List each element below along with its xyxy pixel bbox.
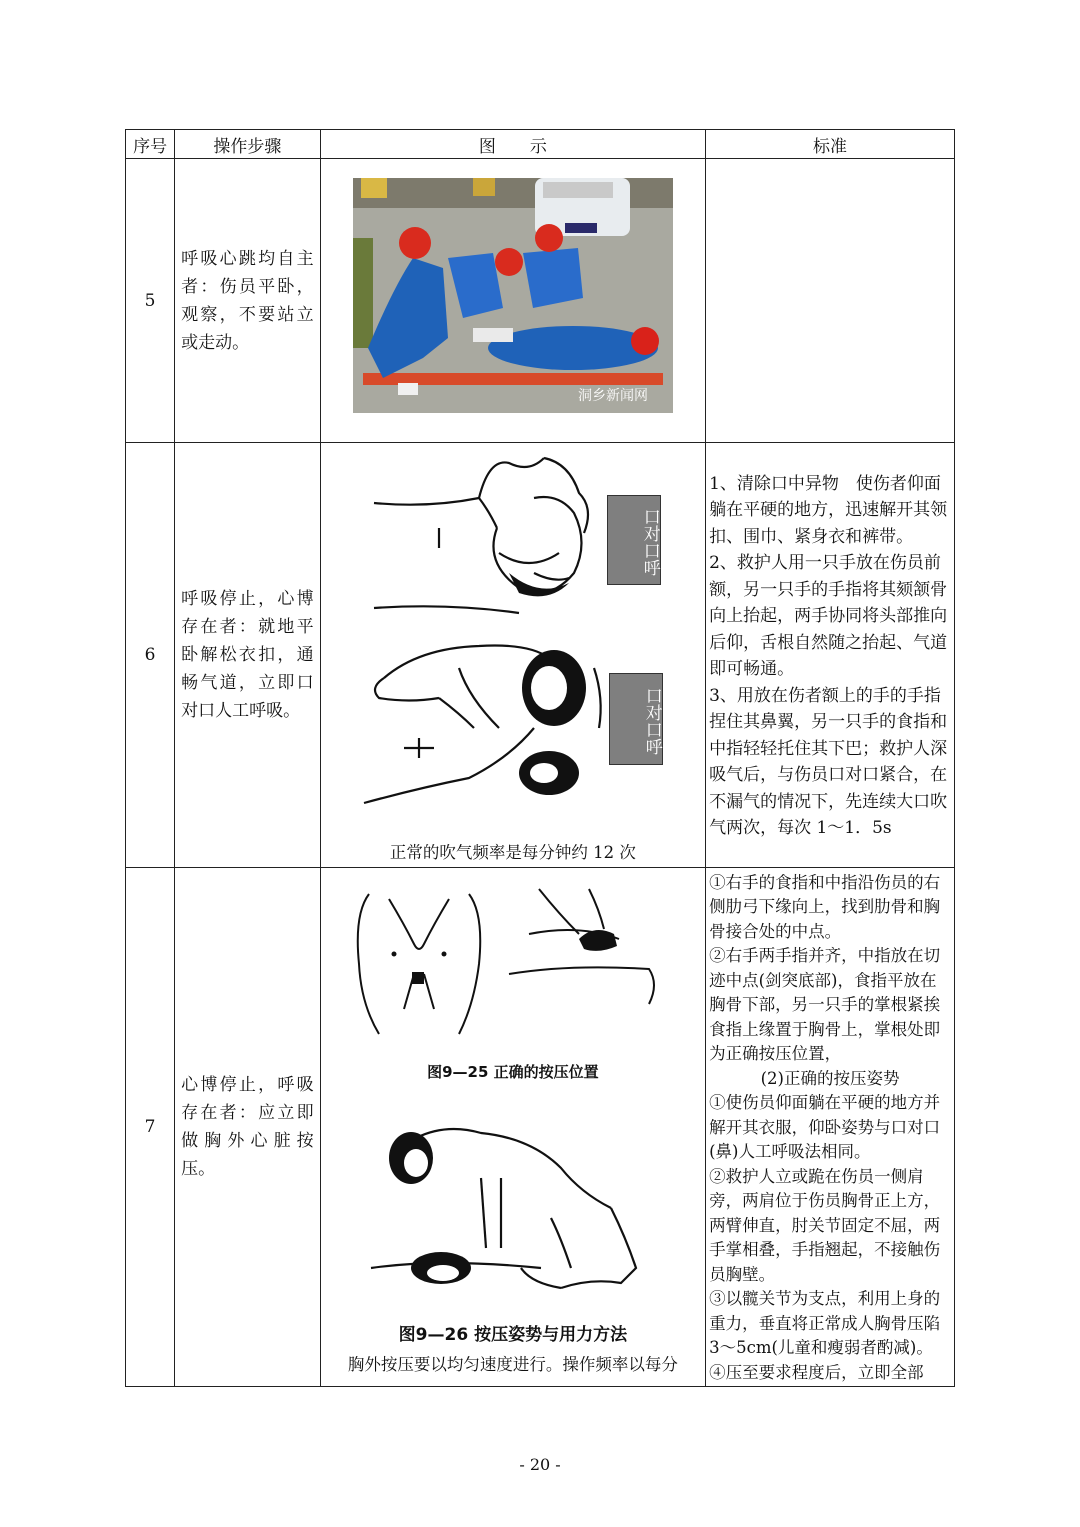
step-text: 心博停止，呼吸存在者：应立即做胸外心脏按压。 <box>181 1075 314 1179</box>
step-text: 呼吸停止，心博存在者：就地平卧解松衣扣，通畅气道，立即口对口人工呼吸。 <box>181 589 314 721</box>
mouth-to-mouth-illustration-bottom <box>359 628 609 813</box>
figure-cell <box>320 443 705 868</box>
compression-position-illustration <box>349 884 674 1049</box>
header-no: 序号 <box>126 130 175 159</box>
standard-cell <box>706 868 955 1387</box>
figure-cell <box>320 159 705 443</box>
header-step: 操作步骤 <box>175 130 321 159</box>
row-number: 5 <box>126 159 175 443</box>
figure-caption: 正常的吹气频率是每分钟约 12 次 <box>389 843 636 862</box>
mouth-to-mouth-label-bottom: 口对口呼 <box>609 673 663 765</box>
table-row <box>126 443 955 868</box>
header-standard: 标准 <box>706 130 955 159</box>
standard-item: 1、清除口中异物 使伤者仰面躺在平硬的地方，迅速解开其领扣、围巾、紧身衣和裤带。 <box>709 473 948 547</box>
step-cell <box>175 443 321 868</box>
mouth-to-mouth-label-top: 口对口呼 <box>607 495 661 585</box>
step-cell <box>175 159 321 443</box>
figure-cell <box>320 868 705 1387</box>
standard-item: ④压至要求程度后，立即全部 <box>709 1362 924 1382</box>
standard-cell <box>706 159 955 443</box>
compression-posture-illustration <box>361 1118 661 1298</box>
table-row <box>126 159 955 443</box>
table-row <box>126 868 955 1387</box>
figure-caption: 胸外按压要以均匀速度进行。操作频率以每分 <box>347 1355 678 1374</box>
step-text: 呼吸心跳均自主者：伤员平卧，观察，不要站立或走动。 <box>181 248 314 353</box>
mouth-to-mouth-illustration-top <box>369 453 609 618</box>
figure-caption-position: 图9—25 正确的按压位置 <box>427 1063 599 1081</box>
figure-caption-posture: 图9—26 按压姿势与用力方法 <box>398 1325 628 1345</box>
photo-watermark: 洞乡新闻网 <box>577 388 648 404</box>
row-number: 6 <box>126 443 175 868</box>
standard-item: ②救护人立或跪在伤员一侧肩旁，两肩位于伤员胸骨正上方，两臂伸直，肘关节固定不屈，两手掌相叠，手指翘起，不接触伤员胸壁。 <box>709 1166 941 1284</box>
rescue-photo <box>353 178 673 413</box>
standard-item: 2、救护人用一只手放在伤员前额，另一只手的手指将其颏颔骨向上抬起，两手协同将头部推向后仰，舌根自然随之抬起、气道即可畅通。 <box>709 553 948 679</box>
row-number: 7 <box>126 868 175 1387</box>
standard-item: ①使伤员仰面躺在平硬的地方并解开其衣服，仰卧姿势与口对口(鼻)人工呼吸法相同。 <box>709 1093 941 1162</box>
standard-item: (2)正确的按压姿势 <box>760 1068 900 1088</box>
header-figure: 图 示 <box>320 130 705 159</box>
standard-cell <box>706 443 955 868</box>
page-number: - 20 - <box>519 1455 561 1474</box>
standard-item: ①右手的食指和中指沿伤员的右侧肋弓下缘向上，找到肋骨和胸骨接合处的中点。 <box>709 872 941 941</box>
standard-item: 3、用放在伤者额上的手的手指捏住其鼻翼，另一只手的食指和中指轻轻托住其下巴；救护人深吸气后，与伤员口对口紧合，在不漏气的情况下，先连续大口吹气两次，每次 1～1．5s <box>709 685 948 838</box>
standard-item: ③以髋关节为支点，利用上身的重力，垂直将正常成人胸骨压陷 3～5cm(儿童和瘦弱者酌减)。 <box>709 1289 941 1358</box>
standard-item: ②右手两手指并齐，中指放在切迹中点(剑突底部)，食指平放在胸骨下部，另一只手的掌根紧挨食指上缘置于胸骨上，掌根处即为正确按压位置， <box>709 946 941 1064</box>
table-header-row <box>126 130 955 159</box>
step-cell <box>175 868 321 1387</box>
procedure-table <box>125 129 955 1387</box>
